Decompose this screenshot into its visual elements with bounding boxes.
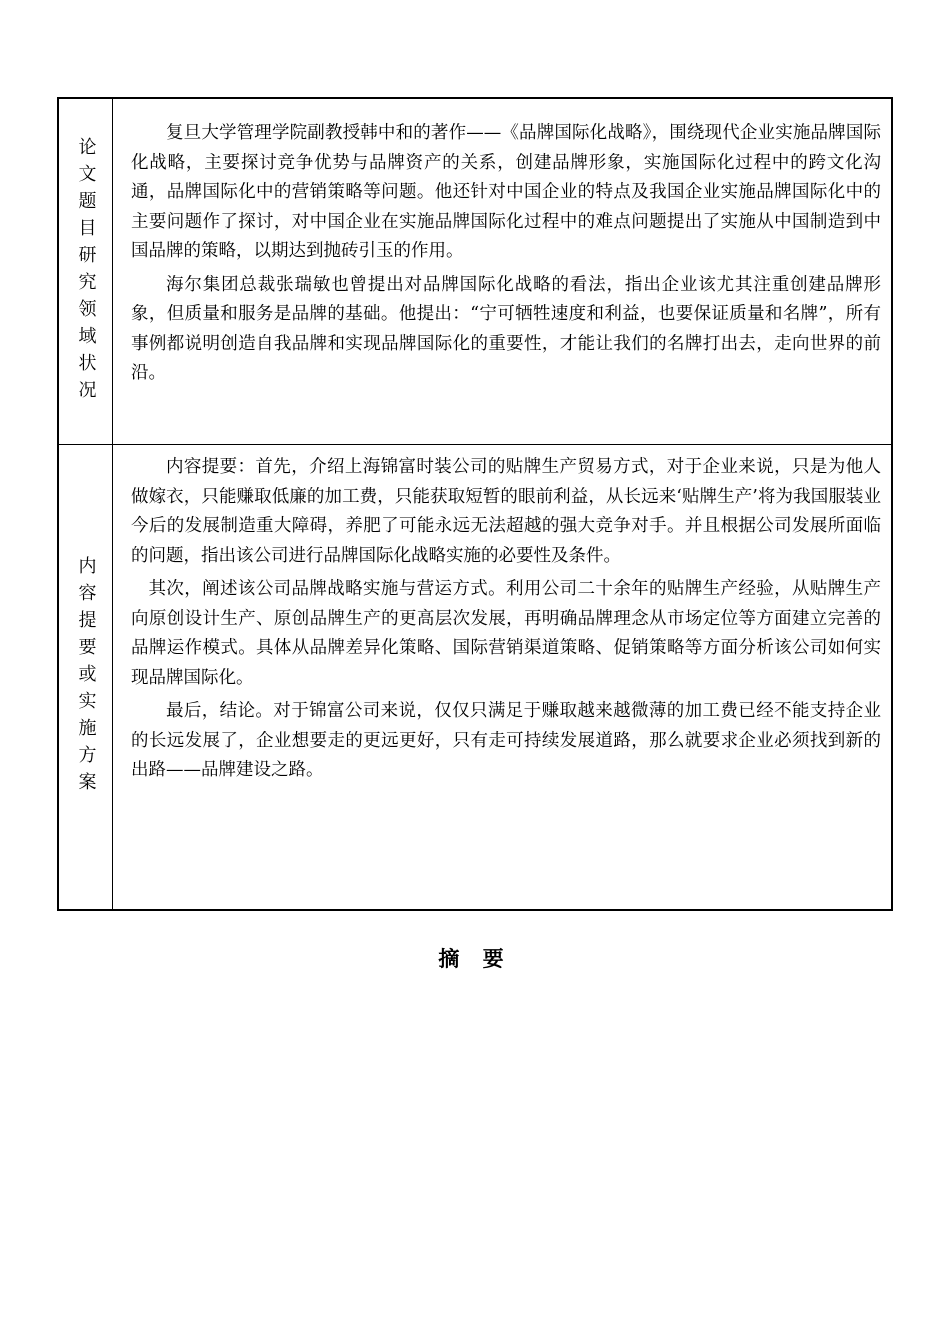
table-row-content-summary (59, 444, 891, 909)
paragraph-second: 其次，阐述该公司品牌战略实施与营运方式。利用公司二十余年的贴牌生产经验，从贴牌生产向原创设计生产、原创品牌生产的更高层次发展，再明确品牌理念从市场定位等方面建立完善的品牌运作模式。具体从品牌差异化策略、国际营销渠道策略、促销策略等方面分析该公司如何实现品牌国际化。 (131, 579, 881, 688)
row-content-summary (113, 445, 891, 909)
table-row-research-status (59, 99, 891, 444)
paragraph-zhang-ruimin: 海尔集团总裁张瑞敏也曾提出对品牌国际化战略的看法，指出企业该尤其注重创建品牌形象，但质量和服务是品牌的基础。他提出：“宁可牺牲速度和利益，也要保证质量和名牌”，所有事例都说明创造自我品牌和实现品牌国际化的重要性，才能让我们的名牌打出去，走向世界的前沿。 (131, 274, 881, 383)
abstract-heading: 摘 要 (438, 947, 512, 971)
paragraph-han-zhonghe: 复旦大学管理学院副教授韩中和的著作——《品牌国际化战略》，围绕现代企业实施品牌国际化战略，主要探讨竞争优势与品牌资产的关系，创建品牌形象，实施国际化过程中的跨文化沟通，品牌国际化中的营销策略等问题。他还针对中国企业的特点及我国企业实施品牌国际化中的主要问题作了探讨，对中国企业在实施品牌国际化过程中的难点问题提出了实施从中国制造到中国品牌的策略，以期达到抛砖引玉的作用。 (131, 123, 881, 261)
row-content-research-status (113, 99, 891, 444)
paragraph-first: 内容提要：首先，介绍上海锦富时装公司的贴牌生产贸易方式，对于企业来说，只是为他人做嫁衣，只能赚取低廉的加工费，只能获取短暂的眼前利益，从长远来‘贴牌生产’将为我国服装业今后的发展制造重大障碍，养肥了可能永远无法超越的强大竞争对手。并且根据公司发展所面临的问题，指出该公司进行品牌国际化战略实施的必要性及条件。 (131, 457, 881, 566)
row-label-content-summary: 内容提要或实施方案 (75, 555, 97, 799)
paragraph-conclusion: 最后，结论。对于锦富公司来说，仅仅只满足于赚取越来越微薄的加工费已经不能支持企业的长远发展了，企业想要走的更远更好，只有走可持续发展道路，那么就要求企业必须找到新的出路——品牌建设之路。 (131, 701, 881, 780)
row-label-cell (59, 445, 113, 909)
proposal-form-table (57, 97, 893, 911)
row-label-research-status: 论文题目研究领域状况 (75, 136, 97, 407)
row-label-cell (59, 99, 113, 444)
